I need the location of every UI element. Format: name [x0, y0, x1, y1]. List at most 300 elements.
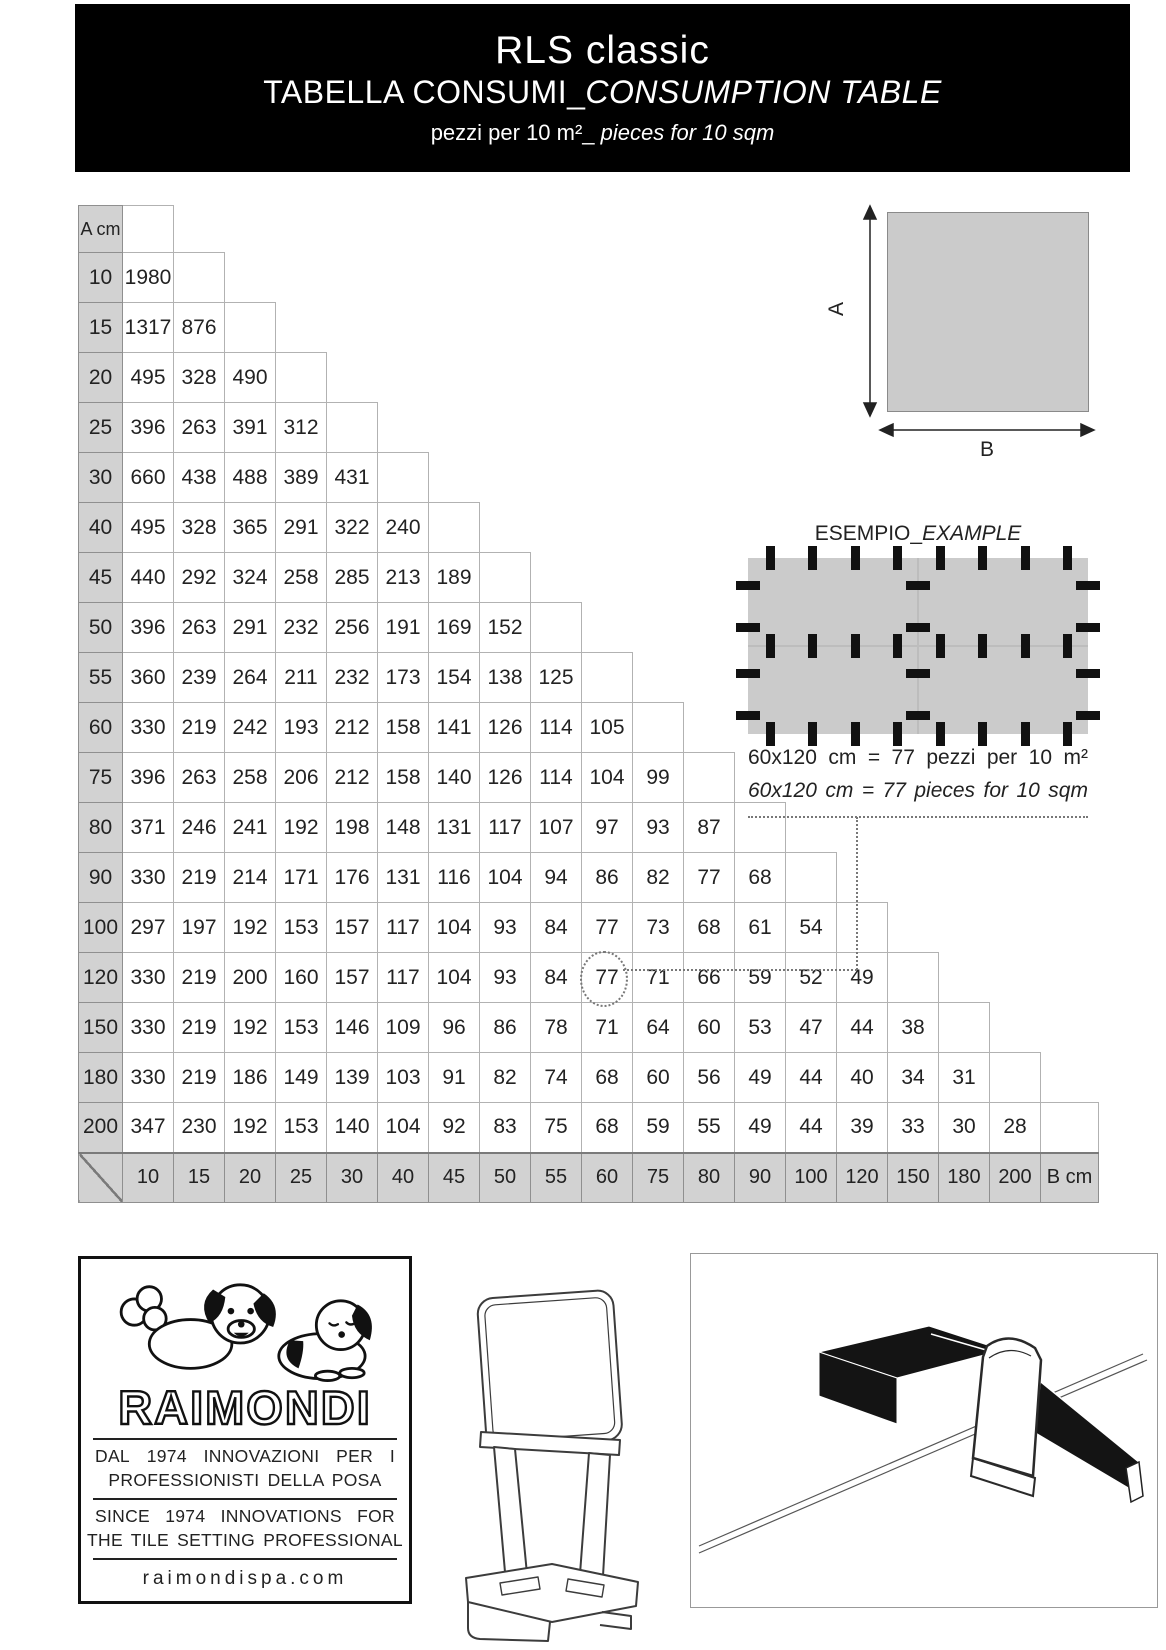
empty-cell — [735, 453, 786, 503]
data-cell: 264 — [225, 653, 276, 703]
empty-cell — [1041, 1003, 1099, 1053]
example-title — [748, 522, 1088, 546]
data-cell: 126 — [480, 703, 531, 753]
dim-label-a: A — [825, 301, 849, 317]
data-cell: 285 — [327, 553, 378, 603]
clip-mark — [1021, 722, 1030, 746]
data-cell: 232 — [327, 653, 378, 703]
subtitle-italian: TABELLA CONSUMI_ — [263, 74, 586, 111]
data-cell: 157 — [327, 903, 378, 953]
empty-cell — [480, 403, 531, 453]
data-cell: 660 — [123, 453, 174, 503]
empty-cell — [888, 903, 939, 953]
col-header: 45 — [429, 1153, 480, 1203]
data-cell: 28 — [990, 1103, 1041, 1153]
data-cell: 97 — [582, 803, 633, 853]
empty-cell — [480, 303, 531, 353]
row-header: 150 — [79, 1003, 123, 1053]
clip-mark — [1063, 722, 1072, 746]
data-cell: 56 — [684, 1053, 735, 1103]
word: sqm — [1048, 779, 1088, 802]
ghost-cell — [225, 303, 276, 353]
empty-cell — [786, 353, 837, 403]
word: 77 — [891, 746, 915, 769]
word: 1974 — [165, 1506, 206, 1526]
empty-cell — [582, 603, 633, 653]
ghost-cell — [327, 403, 378, 453]
col-header: 30 — [327, 1153, 378, 1203]
data-cell: 73 — [633, 903, 684, 953]
data-cell: 330 — [123, 853, 174, 903]
word: SINCE — [95, 1506, 150, 1526]
clip-mark — [851, 634, 860, 658]
col-header: 100 — [786, 1153, 837, 1203]
ghost-cell — [123, 206, 174, 253]
empty-cell — [174, 206, 225, 253]
empty-cell — [684, 703, 735, 753]
data-cell: 246 — [174, 803, 225, 853]
wedge-illustration — [691, 1254, 1157, 1607]
empty-cell — [939, 953, 990, 1003]
empty-cell — [1041, 903, 1099, 953]
col-header: 90 — [735, 1153, 786, 1203]
ghost-cell — [531, 603, 582, 653]
data-cell: 328 — [174, 503, 225, 553]
clip-mark — [936, 722, 945, 746]
data-cell: 324 — [225, 553, 276, 603]
data-cell: 211 — [276, 653, 327, 703]
data-cell: 109 — [378, 1003, 429, 1053]
data-cell: 78 — [531, 1003, 582, 1053]
data-cell: 71 — [582, 1003, 633, 1053]
empty-cell — [633, 303, 684, 353]
brand-logo: RAIMONDI — [118, 1381, 372, 1434]
data-cell: 192 — [225, 1103, 276, 1153]
data-cell: 44 — [786, 1103, 837, 1153]
col-header: 40 — [378, 1153, 429, 1203]
data-cell: 153 — [276, 1103, 327, 1153]
empty-cell — [429, 353, 480, 403]
data-cell: 292 — [174, 553, 225, 603]
row-header: 40 — [79, 503, 123, 553]
clip-mark — [766, 546, 775, 570]
empty-cell — [276, 206, 327, 253]
data-cell: 291 — [276, 503, 327, 553]
data-cell: 258 — [276, 553, 327, 603]
clip-mark — [906, 711, 930, 720]
empty-cell — [684, 603, 735, 653]
empty-cell — [531, 553, 582, 603]
data-cell: 488 — [225, 453, 276, 503]
row-header: 45 — [79, 553, 123, 603]
col-header: 120 — [837, 1153, 888, 1203]
data-cell: 219 — [174, 1003, 225, 1053]
example-caption-italian — [748, 746, 1088, 770]
empty-cell — [633, 253, 684, 303]
pieces-note-italian: pezzi per 10 m²_ — [430, 120, 595, 146]
ghost-cell — [480, 553, 531, 603]
ghost-cell — [276, 353, 327, 403]
website-url: raimondispa.com — [142, 1568, 348, 1589]
clip-mark — [1076, 623, 1100, 632]
data-cell: 230 — [174, 1103, 225, 1153]
data-cell: 54 — [786, 903, 837, 953]
col-header: 50 — [480, 1153, 531, 1203]
data-cell: 131 — [378, 853, 429, 903]
data-cell: 490 — [225, 353, 276, 403]
empty-cell — [480, 503, 531, 553]
word: pezzi — [926, 746, 976, 769]
empty-cell — [888, 803, 939, 853]
page-title: RLS classic — [495, 28, 710, 72]
empty-cell — [378, 303, 429, 353]
data-cell: 82 — [633, 853, 684, 903]
empty-cell — [225, 253, 276, 303]
dimension-arrows — [840, 200, 1100, 450]
empty-cell — [888, 853, 939, 903]
clip-mark — [936, 546, 945, 570]
col-header: 55 — [531, 1153, 582, 1203]
word: for — [983, 779, 1009, 802]
row-header: 10 — [79, 253, 123, 303]
data-cell: 214 — [225, 853, 276, 903]
row-header: 60 — [79, 703, 123, 753]
row-header: 20 — [79, 353, 123, 403]
data-cell: 193 — [276, 703, 327, 753]
empty-cell — [735, 353, 786, 403]
data-cell: 77 — [582, 953, 633, 1003]
data-cell: 219 — [174, 953, 225, 1003]
data-cell: 371 — [123, 803, 174, 853]
example-title-english: EXAMPLE — [922, 522, 1022, 545]
data-cell: 396 — [123, 403, 174, 453]
empty-cell — [786, 403, 837, 453]
data-cell: 92 — [429, 1103, 480, 1153]
row-header: 25 — [79, 403, 123, 453]
empty-cell — [225, 206, 276, 253]
data-cell: 146 — [327, 1003, 378, 1053]
empty-cell — [582, 253, 633, 303]
row-header: 15 — [79, 303, 123, 353]
data-cell: 191 — [378, 603, 429, 653]
empty-cell — [531, 353, 582, 403]
data-cell: 258 — [225, 753, 276, 803]
data-cell: 99 — [633, 753, 684, 803]
empty-cell — [582, 453, 633, 503]
data-cell: 153 — [276, 903, 327, 953]
empty-cell — [633, 553, 684, 603]
header-band — [75, 4, 1130, 172]
tile-joint-horizontal — [748, 645, 1088, 647]
data-cell: 117 — [480, 803, 531, 853]
data-cell: 173 — [378, 653, 429, 703]
data-cell: 74 — [531, 1053, 582, 1103]
data-cell: 192 — [276, 803, 327, 853]
annotation-circle — [580, 951, 628, 1007]
col-header: 80 — [684, 1153, 735, 1203]
ghost-cell — [939, 1003, 990, 1053]
b-unit-label: B cm — [1041, 1153, 1099, 1203]
data-cell: 186 — [225, 1053, 276, 1103]
data-cell: 495 — [123, 503, 174, 553]
empty-cell — [531, 403, 582, 453]
empty-cell — [531, 453, 582, 503]
data-cell: 93 — [480, 903, 531, 953]
data-cell: 148 — [378, 803, 429, 853]
data-cell: 438 — [174, 453, 225, 503]
clip-mark — [906, 581, 930, 590]
empty-cell — [786, 453, 837, 503]
word: 1974 — [146, 1446, 187, 1466]
empty-cell — [735, 253, 786, 303]
data-cell: 154 — [429, 653, 480, 703]
word: INNOVAZIONI — [203, 1446, 320, 1466]
ghost-cell — [633, 703, 684, 753]
empty-cell — [633, 453, 684, 503]
data-cell: 219 — [174, 1053, 225, 1103]
col-header: 75 — [633, 1153, 684, 1203]
data-cell: 192 — [225, 1003, 276, 1053]
empty-cell — [276, 253, 327, 303]
empty-cell — [582, 206, 633, 253]
col-header: 180 — [939, 1153, 990, 1203]
data-cell: 297 — [123, 903, 174, 953]
data-cell: 263 — [174, 603, 225, 653]
empty-cell — [786, 206, 837, 253]
data-cell: 152 — [480, 603, 531, 653]
empty-cell — [684, 253, 735, 303]
word: m² — [1063, 746, 1088, 769]
data-cell: 64 — [633, 1003, 684, 1053]
data-cell: 239 — [174, 653, 225, 703]
data-cell: 55 — [684, 1103, 735, 1153]
data-cell: 198 — [327, 803, 378, 853]
word: PER — [336, 1446, 374, 1466]
word: = — [867, 746, 881, 769]
data-cell: 60 — [684, 1003, 735, 1053]
data-cell: 104 — [480, 853, 531, 903]
data-cell: 125 — [531, 653, 582, 703]
clip-mark — [1021, 546, 1030, 570]
divider — [93, 1558, 397, 1560]
data-cell: 68 — [582, 1103, 633, 1153]
empty-cell — [327, 353, 378, 403]
data-cell: 138 — [480, 653, 531, 703]
word: 60x120 — [748, 779, 817, 802]
data-cell: 242 — [225, 703, 276, 753]
data-cell: 83 — [480, 1103, 531, 1153]
data-cell: 153 — [276, 1003, 327, 1053]
data-cell: 93 — [633, 803, 684, 853]
clip-mark — [1021, 634, 1030, 658]
data-cell: 219 — [174, 703, 225, 753]
clip-mark — [1063, 546, 1072, 570]
empty-cell — [429, 303, 480, 353]
ghost-cell — [174, 253, 225, 303]
data-cell: 200 — [225, 953, 276, 1003]
data-cell: 232 — [276, 603, 327, 653]
data-cell: 139 — [327, 1053, 378, 1103]
data-cell: 94 — [531, 853, 582, 903]
empty-cell — [531, 253, 582, 303]
clip-mark — [851, 722, 860, 746]
data-cell: 59 — [633, 1103, 684, 1153]
empty-cell — [582, 353, 633, 403]
empty-cell — [837, 803, 888, 853]
row-header: 50 — [79, 603, 123, 653]
row-header: 180 — [79, 1053, 123, 1103]
empty-cell — [990, 953, 1041, 1003]
row-header: 30 — [79, 453, 123, 503]
data-cell: 140 — [327, 1103, 378, 1153]
data-cell: 77 — [582, 903, 633, 953]
data-cell: 322 — [327, 503, 378, 553]
empty-cell — [531, 503, 582, 553]
empty-cell — [939, 903, 990, 953]
data-cell: 40 — [837, 1053, 888, 1103]
data-cell: 189 — [429, 553, 480, 603]
data-cell: 141 — [429, 703, 480, 753]
data-cell: 330 — [123, 953, 174, 1003]
word: DAL — [95, 1446, 130, 1466]
data-cell: 103 — [378, 1053, 429, 1103]
pieces-note — [431, 120, 775, 146]
data-cell: 149 — [276, 1053, 327, 1103]
word: = — [861, 779, 875, 802]
data-cell: 192 — [225, 903, 276, 953]
data-cell: 47 — [786, 1003, 837, 1053]
empty-cell — [378, 206, 429, 253]
empty-cell — [684, 303, 735, 353]
ghost-cell — [582, 653, 633, 703]
clip-mark — [1063, 634, 1072, 658]
word: cm — [825, 779, 854, 802]
clip-mark — [1076, 581, 1100, 590]
clip-mark — [893, 634, 902, 658]
word: I — [389, 1446, 395, 1466]
data-cell: 114 — [531, 703, 582, 753]
ghost-cell — [684, 753, 735, 803]
empty-cell — [735, 206, 786, 253]
empty-cell — [429, 206, 480, 253]
data-cell: 158 — [378, 703, 429, 753]
example-caption-english — [748, 779, 1088, 803]
word: 10 — [1016, 779, 1040, 802]
data-cell: 365 — [225, 503, 276, 553]
clip-mark — [766, 634, 775, 658]
clip-mark — [766, 722, 775, 746]
data-cell: 91 — [429, 1053, 480, 1103]
empty-cell — [684, 453, 735, 503]
data-cell: 396 — [123, 603, 174, 653]
empty-cell — [327, 253, 378, 303]
empty-cell — [837, 453, 888, 503]
data-cell: 53 — [735, 1003, 786, 1053]
data-cell: 33 — [888, 1103, 939, 1153]
data-cell: 30 — [939, 1103, 990, 1153]
data-cell: 44 — [837, 1003, 888, 1053]
col-header: 150 — [888, 1153, 939, 1203]
empty-cell — [582, 503, 633, 553]
data-cell: 114 — [531, 753, 582, 803]
empty-cell — [684, 553, 735, 603]
divider — [93, 1498, 397, 1500]
empty-cell — [480, 353, 531, 403]
data-cell: 44 — [786, 1053, 837, 1103]
data-cell: 82 — [480, 1053, 531, 1103]
ghost-cell — [888, 953, 939, 1003]
row-header: 200 — [79, 1103, 123, 1153]
table-corner-label: A cm — [79, 206, 123, 253]
data-cell: 38 — [888, 1003, 939, 1053]
empty-cell — [531, 206, 582, 253]
row-header: 90 — [79, 853, 123, 903]
data-cell: 116 — [429, 853, 480, 903]
diagonal-cell — [79, 1153, 123, 1203]
data-cell: 330 — [123, 1003, 174, 1053]
wedge-scene-box — [690, 1253, 1158, 1608]
empty-cell — [429, 453, 480, 503]
data-cell: 1980 — [123, 253, 174, 303]
data-cell: 256 — [327, 603, 378, 653]
tagline-en-line1 — [81, 1506, 409, 1527]
data-cell: 49 — [837, 953, 888, 1003]
data-cell: 104 — [429, 903, 480, 953]
word: cm — [828, 746, 857, 769]
clip-mark — [978, 546, 987, 570]
data-cell: 84 — [531, 953, 582, 1003]
data-cell: 68 — [735, 853, 786, 903]
clip-mark — [893, 546, 902, 570]
word: FOR — [357, 1506, 395, 1526]
clip-mark — [808, 546, 817, 570]
example-title-italian: ESEMPIO_ — [814, 522, 923, 545]
data-cell: 131 — [429, 803, 480, 853]
empty-cell — [939, 803, 990, 853]
data-cell: 34 — [888, 1053, 939, 1103]
data-cell: 197 — [174, 903, 225, 953]
data-cell: 391 — [225, 403, 276, 453]
data-cell: 49 — [735, 1103, 786, 1153]
empty-cell — [480, 206, 531, 253]
col-header: 15 — [174, 1153, 225, 1203]
data-cell: 39 — [837, 1103, 888, 1153]
empty-cell — [837, 853, 888, 903]
data-cell: 104 — [378, 1103, 429, 1153]
row-header: 75 — [79, 753, 123, 803]
empty-cell — [684, 653, 735, 703]
tagline-it-line2: PROFESSIONISTI DELLA POSA — [108, 1470, 382, 1490]
empty-cell — [990, 853, 1041, 903]
empty-cell — [582, 303, 633, 353]
col-header: 10 — [123, 1153, 174, 1203]
empty-cell — [684, 503, 735, 553]
empty-cell — [531, 303, 582, 353]
data-cell: 241 — [225, 803, 276, 853]
data-cell: 440 — [123, 553, 174, 603]
ghost-cell — [786, 853, 837, 903]
empty-cell — [633, 353, 684, 403]
word: per — [986, 746, 1018, 769]
data-cell: 107 — [531, 803, 582, 853]
data-cell: 87 — [684, 803, 735, 853]
data-cell: 206 — [276, 753, 327, 803]
empty-cell — [990, 1003, 1041, 1053]
data-cell: 328 — [174, 353, 225, 403]
annotation-underline — [748, 816, 1088, 818]
empty-cell — [480, 253, 531, 303]
clip-mark — [1076, 669, 1100, 678]
